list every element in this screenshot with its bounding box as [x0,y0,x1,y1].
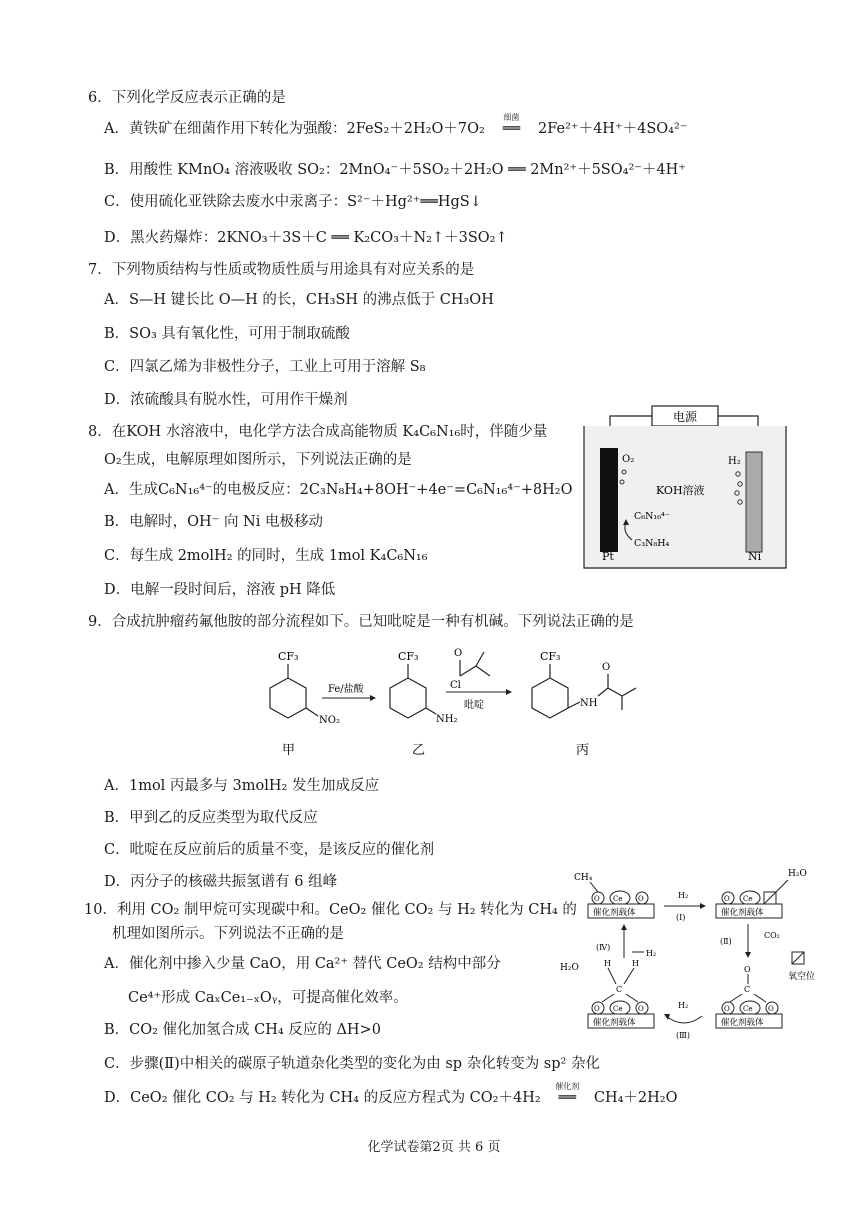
q7-option-b: B．SO₃ 具有氧化性，可用于制取硫酸 [104,326,350,342]
label-bing: 丙 [576,743,590,758]
svg-text:C: C [744,985,751,994]
q9-option-c: C．吡啶在反应前后的质量不变，是该反应的催化剂 [104,842,435,858]
catalyst-unit-2 [716,869,807,918]
cl-label: Cl [450,680,461,691]
q8-option-d: D．电解一段时间后，溶液 pH 降低 [104,582,336,598]
pt-electrode [600,448,618,552]
q6-a-arrow: 细菌 ══ [489,119,533,139]
q8-option-a: A．生成C₆N₁₆⁴⁻的电极反应：2C₃N₈H₄+8OH⁻+4e⁻=C₆N₁₆⁴⁻+8H₂O [104,482,573,498]
q10-option-d [104,1082,678,1108]
svg-text:H: H [604,959,611,968]
svg-text:H₂: H₂ [646,949,657,958]
svg-text:O: O [638,895,644,903]
q6-option-c: C．使用硫化亚铁除去废水中汞离子：S²⁻＋Hg²⁺══HgS↓ [104,194,482,210]
h2-label: H₂ [728,456,741,467]
svg-text:O: O [594,1005,600,1013]
electrolysis-diagram [580,400,790,575]
ch4-label: CH₄ [574,873,593,883]
power-label: 电源 [672,410,698,424]
catalyst-unit-1 [574,873,654,918]
label-jia: 甲 [282,743,296,758]
h2-label: H₂ [678,891,689,900]
cf3-label: CF₃ [540,650,561,663]
svg-text:Ce: Ce [743,895,753,903]
q10-stem-line2: 机理如图所示。下列说法不正确的是 [112,926,344,942]
svg-text:催化剂载体: 催化剂载体 [721,1018,764,1028]
q6-option-d: D．黑火药爆炸：2KNO₃＋3S＋C ══ K₂CO₃＋N₂↑＋3SO₂↑ [104,230,508,246]
q7-option-a: A．S—H 键长比 O—H 的长，CH₃SH 的沸点低于 CH₃OH [104,292,494,308]
q10-option-c: C．步骤(Ⅱ)中相关的碳原子轨道杂化类型的变化为由 sp 杂化转变为 sp² 杂化 [104,1056,600,1072]
cf3-label: CF₃ [398,650,419,663]
q10-option-a-line1: A．催化剂中掺入少量 CaO，用 Ca²⁺ 替代 CeO₂ 结构中部分 [104,956,501,972]
koh-label: KOH溶液 [656,484,705,497]
support-label: 催化剂载体 [593,908,636,918]
catalyst-unit-4 [560,959,654,1028]
pt-label: Pt [602,550,614,563]
no2-label: NO₂ [319,715,340,726]
q9-option-a: A．1mol 丙最多与 3molH₂ 发生加成反应 [104,778,379,794]
synthesis-scheme [240,640,660,760]
svg-text:O: O [594,895,600,903]
q6-a-condition: 细菌 [503,113,520,122]
mechanism-diagram [552,862,852,1042]
step-3-label: (Ⅲ) [676,1031,690,1040]
q7-option-c: C．四氯乙烯为非极性分子，工业上可用于溶解 S₈ [104,359,426,375]
svg-text:O: O [768,1005,774,1013]
nh2-label: NH₂ [436,714,458,725]
q6-a-prefix: A．黄铁矿在细菌作用下转化为强酸： [104,121,347,137]
step-2-label: (Ⅱ) [720,937,732,946]
q9-option-d: D．丙分子的核磁共振氢谱有 6 组峰 [104,874,338,890]
co2-label: CO₂ [764,931,780,940]
svg-text:O: O [638,1005,644,1013]
q7-option-d: D．浓硫酸具有脱水性，可用作干燥剂 [104,392,348,408]
q9-option-b: B．甲到乙的反应类型为取代反应 [104,810,318,826]
ni-electrode [746,452,762,552]
page-footer: 化学试卷第2页 共 6 页 [367,1140,501,1155]
q9-stem: 9．合成抗肿瘤药氟他胺的部分流程如下。已知吡啶是一种有机碱。下列说法正确的是 [88,614,634,630]
q10-option-b: B．CO₂ 催化加氢合成 CH₄ 反应的 ΔH>0 [104,1022,381,1038]
q10-option-a-line2: Ce⁴⁺形成 CaₓCe₁₋ₓOᵧ，可提高催化效率。 [128,990,408,1006]
q8-stem-line2: O₂生成，电解原理如图所示，下列说法正确的是 [104,452,412,468]
o-label: O [454,648,463,659]
svg-text:H: H [632,959,639,968]
q7-stem: 7．下列物质结构与性质或物质性质与用途具有对应关系的是 [88,262,475,278]
q6-stem: 6．下列化学反应表示正确的是 [88,90,286,106]
q8-option-b: B．电解时，OH⁻ 向 Ni 电极移动 [104,514,323,530]
reagent-2: 吡啶 [464,700,484,711]
h2o-label: H₂O [788,869,807,879]
svg-text:Ce: Ce [613,1005,623,1013]
svg-text:H₂O: H₂O [560,963,579,973]
q8-stem-line1: 8．在KOH 水溶液中，电化学方法合成高能物质 K₄C₆N₁₆时，伴随少量 [88,424,548,440]
svg-text:C: C [616,985,623,994]
vacancy-legend-label: 氧空位 [788,972,816,982]
q8-option-c: C．每生成 2molH₂ 的同时，生成 1mol K₄C₆N₁₆ [104,548,428,564]
step-4-label: (Ⅳ) [596,943,611,952]
q10-d-arrow: 催化剂 ══ [545,1088,589,1108]
q6-option-b: B．用酸性 KMnO₄ 溶液吸收 SO₂：2MnO₄⁻＋5SO₂＋2H₂O ══ 2Mn²⁺＋5SO₄²⁻＋4H⁺ [104,162,686,178]
o-label: O [602,662,611,673]
q10-d-prefix: D．CeO₂ 催化 CO₂ 与 H₂ 转化为 CH₄ 的反应方程式为 CO₂＋4H₂ [104,1090,541,1106]
svg-text:Ce: Ce [743,1005,753,1013]
svg-text:Ce: Ce [613,895,623,903]
q6-option-a [104,113,688,139]
svg-text:O: O [744,965,751,974]
q6-a-right: 2Fe²⁺＋4H⁺＋4SO₄²⁻ [538,121,688,137]
svg-text:O: O [724,895,730,903]
nh-label: NH [580,698,598,709]
compound-bing [532,650,636,718]
q10-stem-line1: 10．利用 CO₂ 制甲烷可实现碳中和。CeO₂ 催化 CO₂ 与 H₂ 转化为 CH₄ 的 [84,902,577,918]
o2-label: O₂ [622,454,635,465]
svg-text:催化剂载体: 催化剂载体 [721,908,764,918]
acyl-chloride [450,648,490,691]
svg-text:O: O [724,1005,730,1013]
catalyst-unit-3 [716,965,782,1028]
reagent-1: Fe/盐酸 [328,684,364,695]
svg-text:H₂: H₂ [678,1001,689,1010]
q10-d-post: CH₄＋2H₂O [593,1090,678,1106]
cf3-label: CF₃ [278,650,299,663]
compound-yi [390,650,457,725]
q6-a-left: 2FeS₂＋2H₂O＋7O₂ [346,121,485,137]
c6n16-label: C₆N₁₆⁴⁻ [634,511,670,522]
step-3-arrow [666,1016,702,1023]
q10-d-condition: 催化剂 [555,1082,580,1091]
label-yi: 乙 [412,743,426,758]
svg-text:催化剂载体: 催化剂载体 [593,1018,636,1028]
step-1-label: (Ⅰ) [676,913,686,922]
ni-label: Ni [748,550,762,563]
c3n8h4-label: C₃N₈H₄ [634,538,670,549]
